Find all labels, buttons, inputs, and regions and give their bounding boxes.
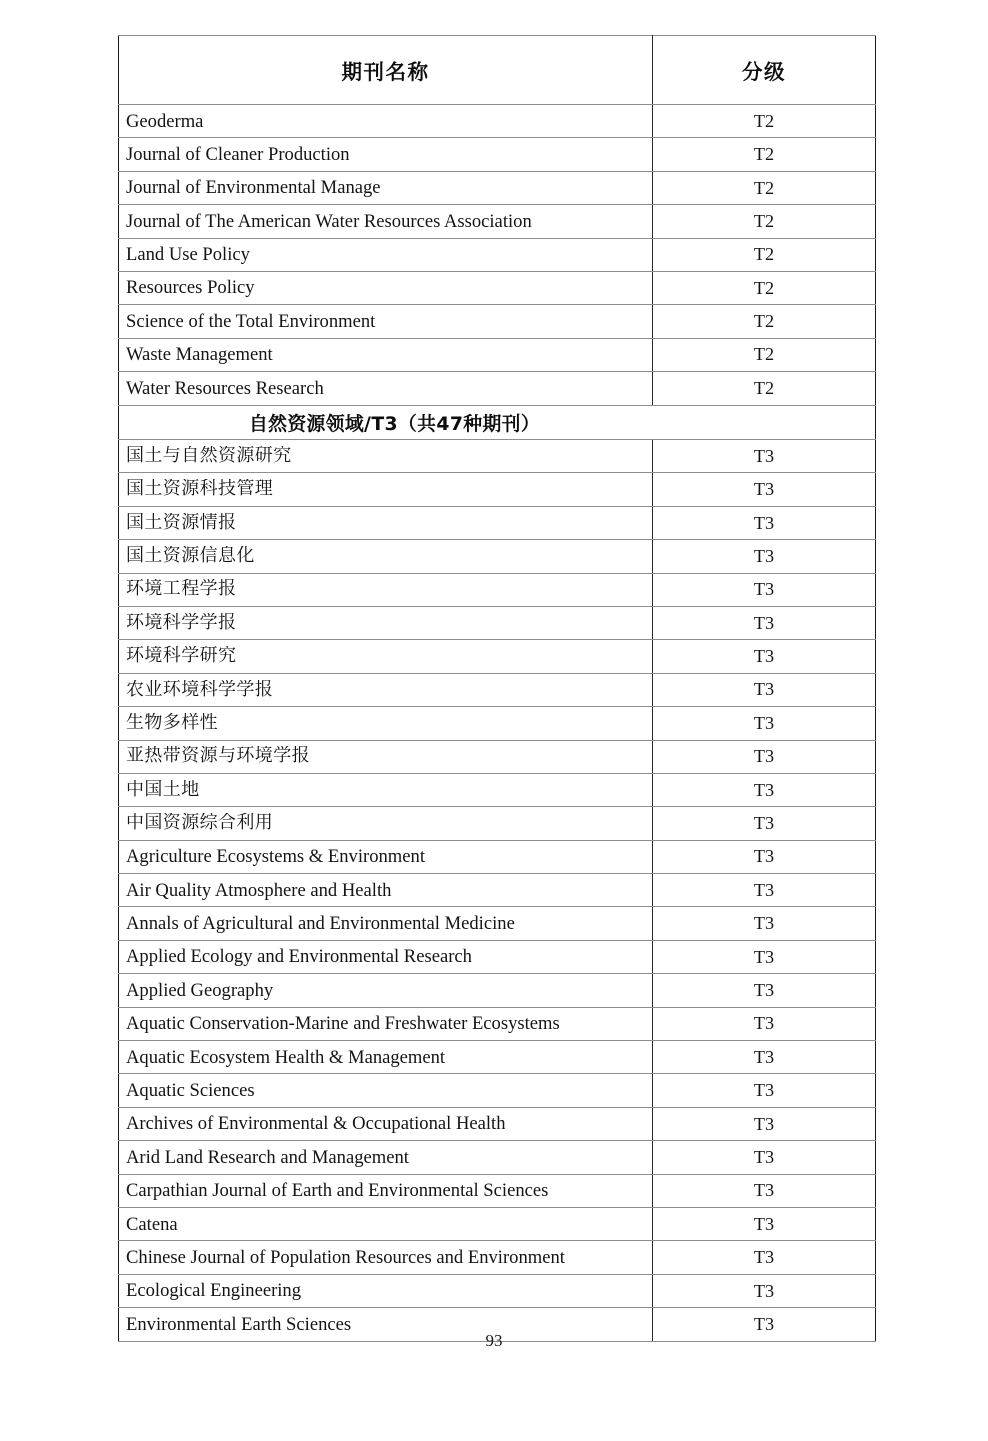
cell-journal-name [119,673,653,706]
cell-journal-name [119,271,653,304]
journal-name-text: 中国资源综合利用 [126,813,274,834]
grade-text: T2 [753,277,775,298]
cell-journal-name [119,1074,653,1107]
grade-text: T3 [753,612,775,633]
cell-journal-name [119,707,653,740]
cell-journal-name [119,171,653,204]
table-row [119,338,876,371]
table-row [119,238,876,271]
cell-journal-name [119,1174,653,1207]
cell-journal-name [119,1141,653,1174]
cell-journal-name [119,1208,653,1241]
column-header-grade [653,36,876,105]
grade-text: T3 [753,512,775,533]
cell-grade [653,974,876,1007]
column-header-journal-name [119,36,653,105]
cell-journal-name [119,338,653,371]
grade-text: T3 [753,846,775,867]
table-row [119,372,876,405]
grade-text: T2 [753,210,775,231]
journal-name-text: 国土资源情报 [126,512,237,533]
cell-grade [653,105,876,138]
journal-name-text: Arid Land Research and Management [126,1146,409,1168]
cell-grade [653,138,876,171]
journal-name-text: Archives of Environmental & Occupational Health [126,1113,506,1135]
journal-name-text: 国土资源信息化 [126,546,255,567]
grade-text: T3 [753,1180,775,1201]
journal-name-text: 环境工程学报 [126,579,237,600]
table-row [119,740,876,773]
table-row [119,271,876,304]
grade-text: T2 [753,177,775,198]
journal-name-text: Aquatic Conservation-Marine and Freshwater Ecosystems [126,1013,560,1035]
cell-journal-name [119,940,653,973]
cell-grade [653,1107,876,1140]
cell-journal-name [119,1274,653,1307]
table-row [119,205,876,238]
cell-journal-name [119,372,653,405]
page-number: 93 [485,1331,503,1350]
cell-grade [653,305,876,338]
journal-name-text: Aquatic Ecosystem Health & Management [126,1046,446,1068]
cell-grade [653,840,876,873]
journal-name-text: Journal of Environmental Manage [126,177,381,199]
section-header-cell [119,405,876,440]
column-header-grade-label: 分级 [742,60,786,84]
table-row [119,440,876,473]
journal-name-text: 中国土地 [126,779,200,800]
grade-text: T3 [753,1313,775,1334]
cell-grade [653,238,876,271]
journal-name-text: Geoderma [126,110,204,132]
journal-name-text: Waste Management [126,344,273,366]
table-row [119,707,876,740]
table-row [119,171,876,204]
cell-journal-name [119,205,653,238]
grade-text: T3 [753,479,775,500]
grade-text: T3 [753,779,775,800]
grade-text: T3 [753,712,775,733]
grade-text: T3 [753,1113,775,1134]
grade-text: T3 [753,1280,775,1301]
cell-journal-name [119,1007,653,1040]
journal-name-text: Journal of The American Water Resources Association [126,210,532,232]
grade-text: T3 [753,1247,775,1268]
journal-name-text: Agriculture Ecosystems & Environment [126,846,425,868]
journal-name-text: 环境科学研究 [126,646,237,667]
table-row [119,907,876,940]
cell-grade [653,940,876,973]
table-row [119,1107,876,1140]
cell-journal-name [119,606,653,639]
table-row [119,1241,876,1274]
journal-name-text: Carpathian Journal of Earth and Environmental Sciences [126,1180,549,1202]
cell-grade [653,673,876,706]
cell-grade [653,473,876,506]
cell-grade [653,271,876,304]
journal-name-text: Ecological Engineering [126,1280,302,1302]
grade-text: T2 [753,344,775,365]
grade-text: T2 [753,311,775,332]
cell-journal-name [119,506,653,539]
grade-text: T2 [753,377,775,398]
journal-name-text: Water Resources Research [126,377,324,399]
cell-grade [653,707,876,740]
cell-journal-name [119,440,653,473]
cell-journal-name [119,473,653,506]
cell-journal-name [119,640,653,673]
cell-journal-name [119,807,653,840]
table-header-row [119,36,876,105]
cell-grade [653,907,876,940]
table-row [119,606,876,639]
table-row [119,1208,876,1241]
cell-grade [653,573,876,606]
section-header-text: 自然资源领域/T3（共47种期刊） [248,413,541,435]
cell-grade [653,1208,876,1241]
journal-grading-table [118,35,876,1342]
journal-name-text: Aquatic Sciences [126,1079,255,1101]
table-row [119,305,876,338]
cell-journal-name [119,773,653,806]
journal-name-text: Applied Ecology and Environmental Research [126,946,472,968]
cell-journal-name [119,540,653,573]
cell-grade [653,1074,876,1107]
grade-text: T2 [753,244,775,265]
cell-journal-name [119,138,653,171]
cell-journal-name [119,1241,653,1274]
table-row [119,1007,876,1040]
journal-name-text: 农业环境科学学报 [126,679,274,700]
table-row [119,1074,876,1107]
cell-journal-name [119,840,653,873]
table-row [119,138,876,171]
table-row [119,874,876,907]
column-header-journal-name-label: 期刊名称 [341,60,430,84]
journal-name-text: Resources Policy [126,277,255,299]
cell-grade [653,1274,876,1307]
cell-journal-name [119,238,653,271]
cell-grade [653,740,876,773]
cell-grade [653,205,876,238]
cell-journal-name [119,974,653,1007]
journal-name-text: 国土与自然资源研究 [126,445,292,466]
cell-journal-name [119,874,653,907]
grade-text: T3 [753,579,775,600]
cell-grade [653,1141,876,1174]
table-row [119,840,876,873]
cell-grade [653,807,876,840]
grade-text: T3 [753,1146,775,1167]
cell-journal-name [119,907,653,940]
table-row [119,673,876,706]
journal-name-text: Land Use Policy [126,244,250,266]
grade-text: T3 [753,1046,775,1067]
cell-grade [653,372,876,405]
journal-name-text: 生物多样性 [126,712,218,733]
journal-name-text: 亚热带资源与环境学报 [126,746,310,767]
grade-text: T3 [753,980,775,1000]
journal-name-text: Journal of Cleaner Production [126,143,350,165]
grade-text: T2 [753,144,775,165]
table-row [119,1174,876,1207]
table-row [119,540,876,573]
table-row [119,1274,876,1307]
grade-text: T3 [753,746,775,767]
grade-text: T3 [753,1213,775,1234]
cell-grade [653,773,876,806]
table-row [119,506,876,539]
table-row [119,940,876,973]
journal-name-text: Chinese Journal of Population Resources and Environment [126,1246,565,1268]
grade-text: T3 [753,813,775,834]
grade-text: T3 [753,946,775,967]
journal-name-text: Catena [126,1213,178,1235]
journal-name-text: Annals of Agricultural and Environmental Medicine [126,912,515,934]
table-row [119,1141,876,1174]
table-row [119,573,876,606]
cell-journal-name [119,1041,653,1074]
journal-name-text: Science of the Total Environment [126,310,376,332]
journal-name-text: Environmental Earth Sciences [126,1313,352,1335]
cell-journal-name [119,740,653,773]
journal-name-text: 环境科学学报 [126,612,237,633]
table-row [119,974,876,1007]
journal-name-text: 国土资源科技管理 [126,479,274,500]
grade-text: T3 [753,545,775,566]
cell-grade [653,874,876,907]
table-body [119,105,876,1342]
cell-journal-name [119,305,653,338]
grade-text: T3 [753,913,775,934]
table-row [119,105,876,138]
grade-text: T3 [753,445,775,466]
table-row [119,473,876,506]
cell-grade [653,540,876,573]
cell-grade [653,1041,876,1074]
grade-text: T3 [753,646,775,667]
cell-grade [653,1174,876,1207]
journal-name-text: Air Quality Atmosphere and Health [126,879,392,901]
cell-grade [653,171,876,204]
table-header [119,36,876,105]
cell-grade [653,440,876,473]
cell-grade [653,1007,876,1040]
cell-journal-name [119,573,653,606]
table-row [119,640,876,673]
cell-grade [653,606,876,639]
grade-text: T3 [753,1013,775,1034]
cell-grade [653,338,876,371]
cell-journal-name [119,1107,653,1140]
section-header-row [119,405,876,440]
journal-name-text: Applied Geography [126,979,274,1001]
cell-grade [653,640,876,673]
cell-grade [653,1241,876,1274]
grade-text: T3 [753,679,775,700]
grade-text: T2 [753,110,775,131]
cell-grade [653,506,876,539]
table-row [119,773,876,806]
grade-text: T3 [753,1080,775,1101]
table-row [119,1041,876,1074]
grade-text: T3 [753,879,775,900]
cell-journal-name [119,105,653,138]
table-row [119,807,876,840]
